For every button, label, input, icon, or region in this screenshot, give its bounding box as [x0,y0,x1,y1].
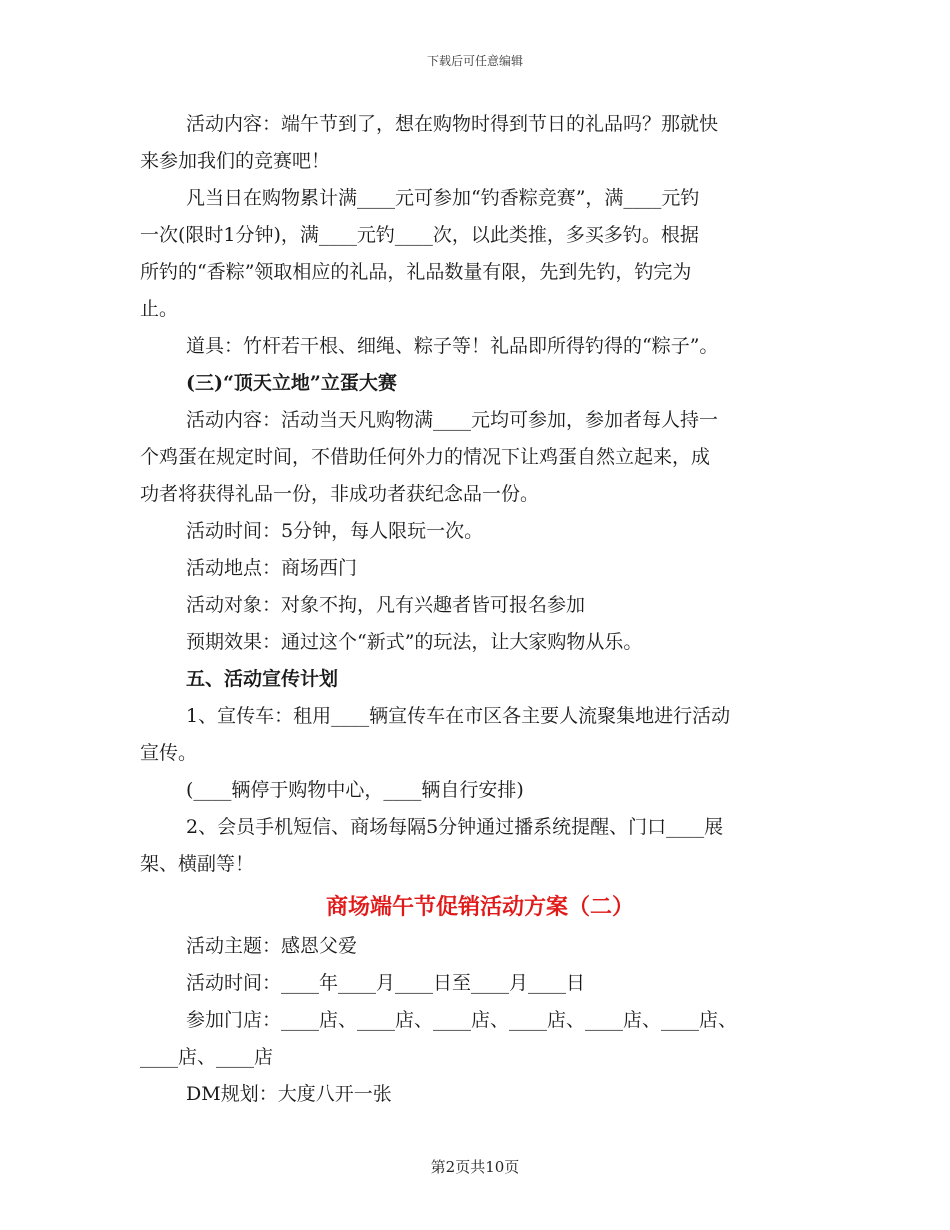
paragraph-line: ____店、____店 [140,1046,274,1068]
paragraph-line: 个鸡蛋在规定时间，不借助任何外力的情况下让鸡蛋自然立起来，成 [140,446,711,468]
paragraph-line: 一次(限时1分钟)，满____元钓____次，以此类推，多买多钓。根据 [140,224,699,246]
section-heading: (三)“顶天立地”立蛋大赛 [186,372,397,394]
paragraph-line: 1、宣传车：租用____辆宣传车在市区各主要人流聚集地进行活动 [186,705,731,727]
paragraph-line: 活动内容：活动当天凡购物满____元均可参加，参加者每人持一 [186,409,719,431]
paragraph-line: 架、横副等！ [140,853,255,875]
paragraph-line: 活动主题：感恩父爱 [186,935,358,957]
paragraph-line: (____辆停于购物中心，____辆自行安排) [186,779,524,801]
document-body [140,106,820,1113]
document-title: 商场端午节促销活动方案（二） [325,894,634,920]
paragraph-line: 活动对象：对象不拘，凡有兴趣者皆可报名参加 [186,594,586,616]
section-heading: 五、活动宣传计划 [186,668,339,690]
paragraph-line: 止。 [140,298,179,320]
page-footer: 第2页共10页 [430,1158,520,1176]
page-header: 下载后可任意编辑 [426,54,523,68]
paragraph-line: DM规划：大度八开一张 [186,1083,392,1105]
paragraph-line: 活动时间：____年____月____日至____月____日 [186,972,586,994]
paragraph-line: 活动时间：5分钟，每人限玩一次。 [186,520,484,542]
paragraph-line: 凡当日在购物累计满____元可参加“钓香粽竞赛”，满____元钓 [186,187,700,209]
paragraph-line: 宣传。 [140,742,198,764]
paragraph-line: 活动地点：商场西门 [186,557,358,579]
paragraph-line: 参加门店：____店、____店、____店、____店、____店、____店、 [186,1009,738,1031]
paragraph-line: 功者将获得礼品一份，非成功者获纪念品一份。 [140,483,540,505]
paragraph-line: 2、会员手机短信、商场每隔5分钟通过播系统提醒、门口____展 [186,816,724,838]
paragraph-line: 道具：竹杆若干根、细绳、粽子等！礼品即所得钓得的“粽子”。 [186,335,719,357]
paragraph-line: 活动内容：端午节到了，想在购物时得到节日的礼品吗？那就快 [186,113,719,135]
paragraph-line: 来参加我们的竞赛吧！ [140,150,331,172]
paragraph-line: 预期效果：通过这个“新式”的玩法，让大家购物从乐。 [186,631,643,653]
paragraph-line: 所钓的“香粽”领取相应的礼品，礼品数量有限，先到先钓，钓完为 [140,261,692,283]
